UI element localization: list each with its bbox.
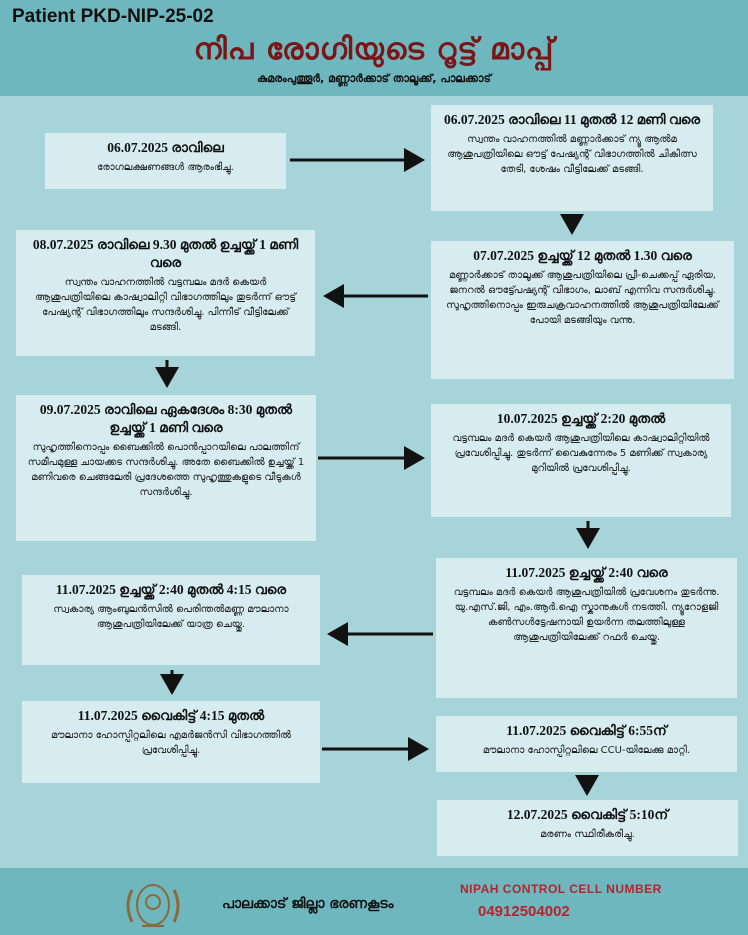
event-time: 06.07.2025 രാവിലെ 11 മുതൽ 12 മണി വരെ (443, 112, 701, 127)
kerala-emblem-icon (118, 878, 188, 932)
location-subtitle: കുമരംപുത്തൂർ, മണ്ണാർക്കാട് താലൂക്ക്, പാലക്കാട് (257, 72, 491, 85)
patient-id: Patient PKD-NIP-25-02 (12, 6, 214, 27)
event-desc: വട്ടമ്പലം മദർ കെയർ ആശുപത്രിയിൽ പ്രവേശനം തുടർന്നു. യു.എസ്.ജി, എം.ആർ.ഐ സ്കാനുകൾ നടത്തി. ന്യൂറോളജി കൺസൾട്ടേഷനായി ഉയർന്ന തലത്തിലുള്ള ആശുപത്രിയിലേക്ക് റഫർ ചെയ്തു. (453, 587, 720, 643)
event-time: 07.07.2025 ഉച്ചയ്ക്ക് 12 മുതൽ 1.30 വരെ (473, 248, 692, 263)
event-time: 09.07.2025 രാവിലെ ഏകദേശം 8:30 മുതൽ ഉച്ചയ്ക്ക് 1 മണി വരെ (39, 402, 293, 435)
event-time: 11.07.2025 വൈകിട്ട് 4:15 മുതൽ (77, 708, 265, 723)
event-desc: സ്വകാര്യ ആംബുലൻസിൽ പെരിന്തൽമണ്ണ മൗലാനാ ആശുപത്രിയിലേക്ക് യാത്ര ചെയ്തു. (53, 604, 289, 630)
event-time: 08.07.2025 രാവിലെ 9.30 മുതൽ ഉച്ചയ്ക്ക് 1 മണി വരെ (32, 237, 299, 270)
control-cell-number: 04912504002 (478, 903, 570, 920)
page-title: നിപ രോഗിയുടെ റൂട്ട് മാപ്പ് (193, 32, 555, 67)
event-desc: രോഗലക്ഷണങ്ങൾ ആരംഭിച്ചു. (97, 162, 234, 173)
event-desc: സ്വന്തം വാഹനത്തിൽ വട്ടമ്പലം മദർ കെയർ ആശുപത്രിയിലെ കാഷ്വാലിറ്റി വിഭാഗത്തിലും തുടർന്ന് ഔട്ട് പേഷ്യന്റ് വിഭാഗത്തിലും സന്ദർശിച്ചു. പിന്നീട് വീട്ടിലേക്ക് മടങ്ങി. (34, 277, 297, 333)
event-time: 11.07.2025 ഉച്ചയ്ക്ക് 2:40 മുതൽ 4:15 വരെ (55, 582, 287, 597)
event-desc: വട്ടമ്പലം മദർ കെയർ ആശുപത്രിയിലെ കാഷ്വാലിറ്റിയിൽ പ്രവേശിപ്പിച്ചു. തുടർന്ന് വൈകുന്നേരം 5 മണിക്ക് സ്വകാര്യ മുറിയിൽ പ്രവേശിപ്പിച്ചു. (452, 433, 710, 474)
event-time: 06.07.2025 രാവിലെ (107, 140, 224, 155)
event-desc: സ്വന്തം വാഹനത്തിൽ മണ്ണാർക്കാട് ന്യൂ ആൽമ ആശുപത്രിയിലെ ഔട്ട് പേഷ്യന്റ് വിഭാഗത്തിൽ ചികിത്സ തേടി, ശേഷം വീട്ടിലേക്ക് മടങ്ങി. (447, 134, 697, 175)
event-time: 12.07.2025 വൈകിട്ട് 5:10ന് (506, 807, 669, 822)
event-desc: മണ്ണാർക്കാട് താലൂക്ക് ആശുപത്രിയിലെ പ്രീ-ചെക്കപ്പ് ഏരിയ, ജനറൽ ഔട്ട്പേഷ്യന്റ് വിഭാഗം, ലാബ് എന്നിവ സന്ദർശിച്ചു. സുഹൃത്തിനൊപ്പം ഇരുചക്രവാഹനത്തിൽ ആശുപത്രിയിലേക്ക് പോയി മടങ്ങിയും വന്നു. (446, 270, 719, 326)
event-time: 11.07.2025 വൈകിട്ട് 6:55ന് (506, 723, 667, 738)
event-time: 11.07.2025 ഉച്ചയ്ക്ക് 2:40 വരെ (505, 565, 668, 580)
event-desc: മൗലാനാ ഹോസ്പിറ്റലിലെ എമർജൻസി വിഭാഗത്തിൽ പ്രവേശിപ്പിച്ചു. (50, 730, 292, 756)
event-desc: മൗലാനാ ഹോസ്പിറ്റലിലെ CCU-യിലേക്കു മാറ്റി. (482, 745, 691, 756)
district-administration-label: പാലക്കാട് ജില്ലാ ഭരണകൂടം (222, 896, 394, 912)
event-desc: സുഹൃത്തിനൊപ്പം ബൈക്കിൽ പൊൻപ്പാറയിലെ പാലത്തിന് സമീപമുള്ള ചായക്കട സന്ദർശിച്ചു. അതേ ബൈക്കിൽ ഉച്ചയ്ക്ക് 1 മണിവരെ ചെങ്ങലേരി പ്രദേശത്തെ സുഹൃത്തുകളുടെ വീടുകൾ സന്ദർശിച്ചു. (27, 442, 305, 498)
control-cell-label: NIPAH CONTROL CELL NUMBER (460, 882, 662, 896)
event-time: 10.07.2025 ഉച്ചയ്ക്ക് 2:20 മുതൽ (496, 411, 666, 426)
event-desc: മരണം സ്ഥിരീകരിച്ചു. (540, 829, 635, 840)
